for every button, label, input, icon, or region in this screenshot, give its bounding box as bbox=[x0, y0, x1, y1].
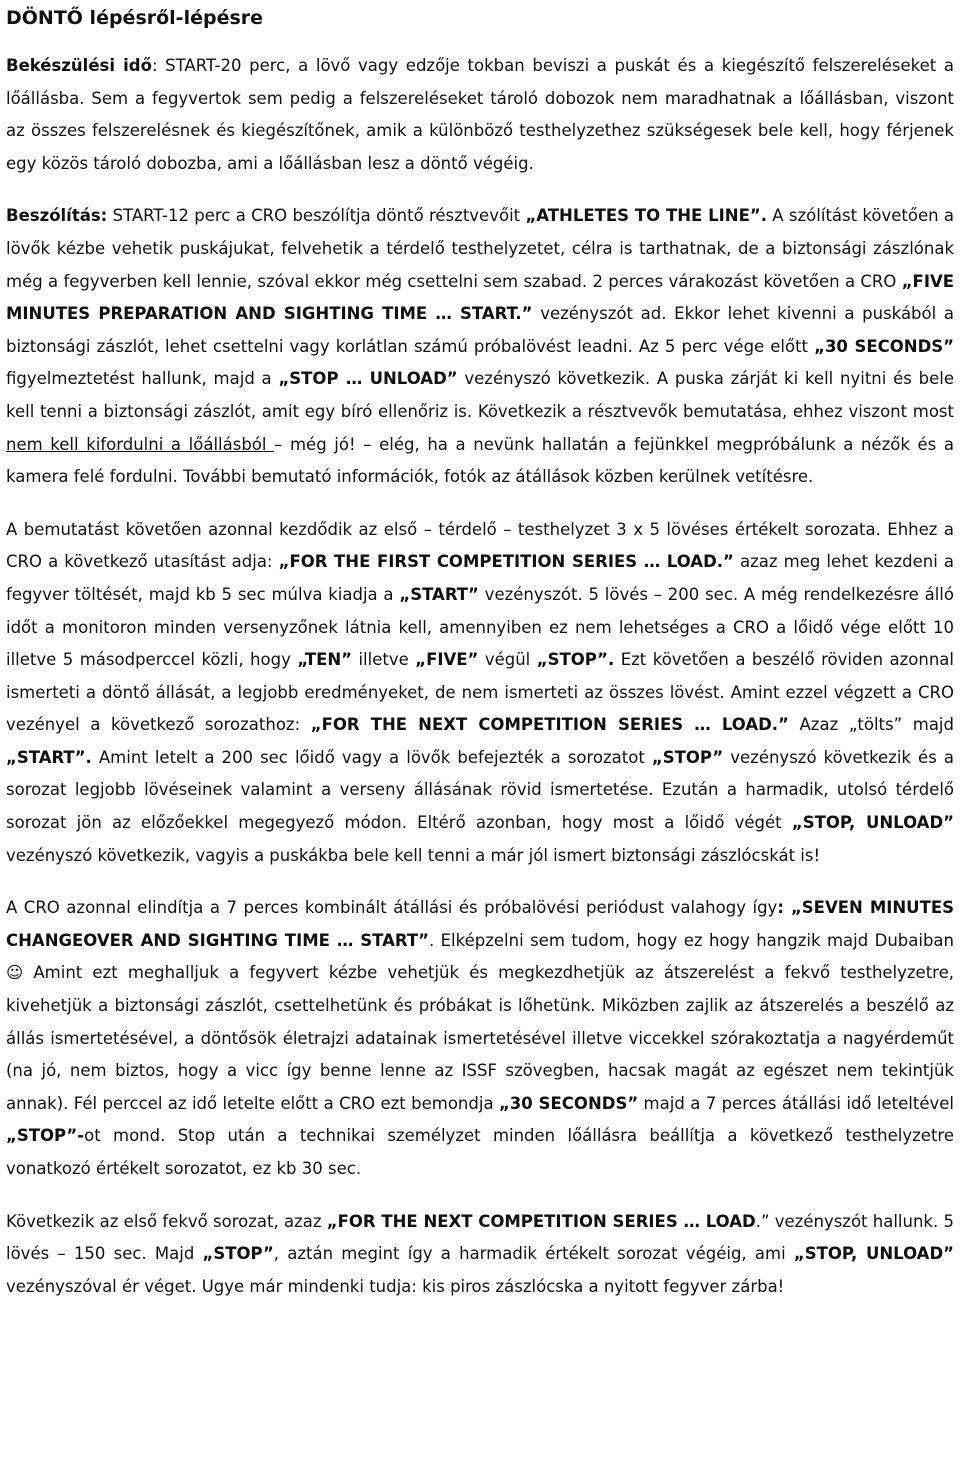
text-run: vezényszó következik és a sorozat legjobb lövéseinek valamint a verseny állásának rövid ismertetése. Ezután a harmadik, utolsó térdelő sorozat jön az előzőekkel megegyező módon. Eltérő azonban, hogy most a lőidő végét bbox=[6, 747, 954, 833]
bold-text-run: „FIVE MINUTES PREPARATION AND SIGHTING TIME … START.” bbox=[6, 271, 954, 324]
bold-text-run: Bekészülési idő bbox=[6, 56, 152, 75]
text-run: vezényszóval ér véget. Ugye már mindenki tudja: kis piros zászlócska a nyitott fegyver zárba! bbox=[6, 1276, 785, 1296]
text-run: majd a 7 perces átállási idő leteltével bbox=[638, 1093, 954, 1113]
bold-text-run: „FOR THE NEXT COMPETITION SERIES … LOAD.” bbox=[310, 715, 789, 735]
text-run: – még jó! – elég, ha a nevünk hallatán a fejünkkel megpróbálunk a nézők és a kamera felé fordulni. További bemutató információk, fotók az átállások közben kerülnek vetítésre. bbox=[6, 434, 954, 487]
text-run: Azaz „tölts” majd bbox=[788, 715, 954, 735]
paragraph-kneeling-series bbox=[6, 514, 954, 873]
text-run: vezényszó következik, vagyis a puskákba bele kell tenni a már jól ismert biztonsági zászlócskát is! bbox=[6, 845, 821, 865]
text-run: illetve bbox=[352, 650, 416, 670]
bold-text-run: „START”. bbox=[6, 747, 92, 767]
paragraph-prep-time bbox=[6, 50, 954, 180]
text-run: A szólítást követően a lövők kézbe vehetik puskájukat, felvehetik a térdelő testhelyzetet, célra is tarthatnak, de a biztonsági zászlónak még a fegyverben kell lennie, szóval ekkor még csettelni sem szabad. 2 perces várakozást követően a CRO bbox=[6, 206, 954, 291]
bold-text-run: „FOR THE NEXT COMPETITION SERIES … LOAD bbox=[326, 1211, 756, 1231]
bold-text-run: „STOP … UNLOAD” bbox=[278, 369, 458, 389]
text-run: végül bbox=[478, 650, 537, 670]
text-run: Amint letelt a 200 sec lőidő vagy a lövők befejezték a sorozatot bbox=[91, 747, 652, 767]
text-run: figyelmeztetést hallunk, majd a bbox=[6, 369, 279, 389]
bold-text-run: „START” bbox=[399, 584, 479, 604]
bold-text-run: Beszólítás: bbox=[6, 206, 108, 226]
bold-text-run: „30 SECONDS” bbox=[498, 1093, 639, 1113]
document-title: DÖNTŐ lépésről-lépésre bbox=[6, 7, 264, 29]
bold-text-run: „STOP”- bbox=[6, 1126, 85, 1146]
text-run: A bemutatást követően azonnal kezdődik az első – térdelő – testhelyzet 3 x 5 lövéses értékelt sorozata. Ehhez a CRO a következő utasítást adja: bbox=[6, 519, 954, 572]
underlined-text-run: nem kell kifordulni a lőállásból bbox=[6, 434, 275, 454]
text-run: .” vezényszót hallunk. 5 lövés – 150 sec. Majd bbox=[6, 1211, 954, 1264]
text-run: azaz meg lehet kezdeni a fegyver töltését, majd kb 5 sec múlva kiadja a bbox=[6, 552, 954, 604]
bold-text-run: „STOP”. bbox=[536, 650, 615, 670]
bold-text-run: „STOP, UNLOAD” bbox=[791, 813, 954, 833]
text-run: START-12 perc a CRO beszólítja döntő résztvevőit bbox=[107, 206, 526, 226]
bold-text-run: „30 SECONDS” bbox=[814, 336, 954, 356]
paragraph-changeover bbox=[6, 892, 954, 1185]
text-run: vezényszó következik. A puska zárját ki kell nyitni és bele kell tenni a biztonsági zászlót, amit egy bíró ellenőriz is. Következik a résztvevők bemutatása, ehhez viszont most bbox=[6, 369, 954, 421]
text-run: . Elképzelni sem tudom, hogy ez hogy hangzik majd Dubaiban ☺ Amint ezt meghalljuk a fegyvert kézbe vehetjük és megkezdhetjük az átszerelést a fekvő testhelyzetre, kivehetjük a biztonsági zászlót, csettelhetünk és próbákat is lőhetünk. Miközben zajlik az átszerelés a beszélő az állás ismertetésével, a döntősök életrajzi adatainak ismertetésével illetve viccekkel szórakoztatja a nagyérdeműt (na jó, nem biztos, hogy a vicc így benne lenne az ISSF szövegben, hacsak magát az egészet nem tekintjük annak). Fél perccel az idő letelte előtt a CRO ezt bemondja bbox=[6, 930, 954, 1113]
bold-text-run: „TEN” bbox=[297, 650, 352, 670]
bold-text-run: „FOR THE FIRST COMPETITION SERIES … LOAD.” bbox=[278, 552, 734, 572]
bold-text-run: „STOP, UNLOAD” bbox=[793, 1244, 954, 1264]
text-run: : START-20 perc, a lövő vagy edzője tokban beviszi a puskát és a kiegészítő felszereléseket a lőállásba. Sem a fegyvertok sem pedig a felszereléseket tároló dobozok nem maradhatnak a lőállásban, viszont az összes felszerelésnek és kiegészítőnek, amik a különböző testhelyzethez szükségesek bele kell, hogy férjenek egy közös tároló dobozba, ami a lőállásban lesz a döntő végéig. bbox=[6, 56, 955, 173]
bold-text-run: „STOP” bbox=[202, 1244, 274, 1264]
paragraph-prone-series bbox=[6, 1206, 954, 1304]
text-run: Ezt követően a beszélő röviden azonnal ismerteti a döntő állását, a legjobb eredményeket, de nem ismerteti az összes lövést. Amint ezzel végzett a CRO vezényel a következő sorozathoz: bbox=[6, 650, 954, 735]
bold-text-run: „STOP” bbox=[651, 747, 724, 767]
text-run: vezényszót. 5 lövés – 200 sec. A még rendelkezésre álló időt a monitoron minden versenyzőnek látnia kell, amennyiben ez nem lehetséges a CRO a lőidő vége előtt 10 illetve 5 másodperccel közli, hogy bbox=[6, 584, 954, 670]
text-run: ot mond. Stop után a technikai személyzet minden lőállásra beállítja a következő testhelyzetre vonatkozó értékelt sorozatot, ez kb 30 sec. bbox=[6, 1126, 954, 1178]
text-run: A CRO azonnal elindítja a 7 perces kombinált átállási és próbalövési periódust valahogy így bbox=[6, 898, 778, 918]
bold-text-run: : „SEVEN MINUTES CHANGEOVER AND SIGHTING TIME … START” bbox=[6, 898, 954, 950]
text-run: , aztán megint így a harmadik értékelt sorozat végéig, ami bbox=[273, 1244, 794, 1264]
bold-text-run: „FIVE” bbox=[415, 650, 479, 670]
paragraph-call-to-line bbox=[6, 200, 954, 493]
text-run: Következik az első fekvő sorozat, azaz bbox=[6, 1211, 327, 1231]
bold-text-run: „ATHLETES TO THE LINE”. bbox=[525, 206, 767, 226]
text-run: vezényszót ad. Ekkor lehet kivenni a puskából a biztonsági zászlót, lehet csettelni vagy korlátlan számú próbalövést leadni. Az 5 perc vége előtt bbox=[6, 304, 954, 356]
